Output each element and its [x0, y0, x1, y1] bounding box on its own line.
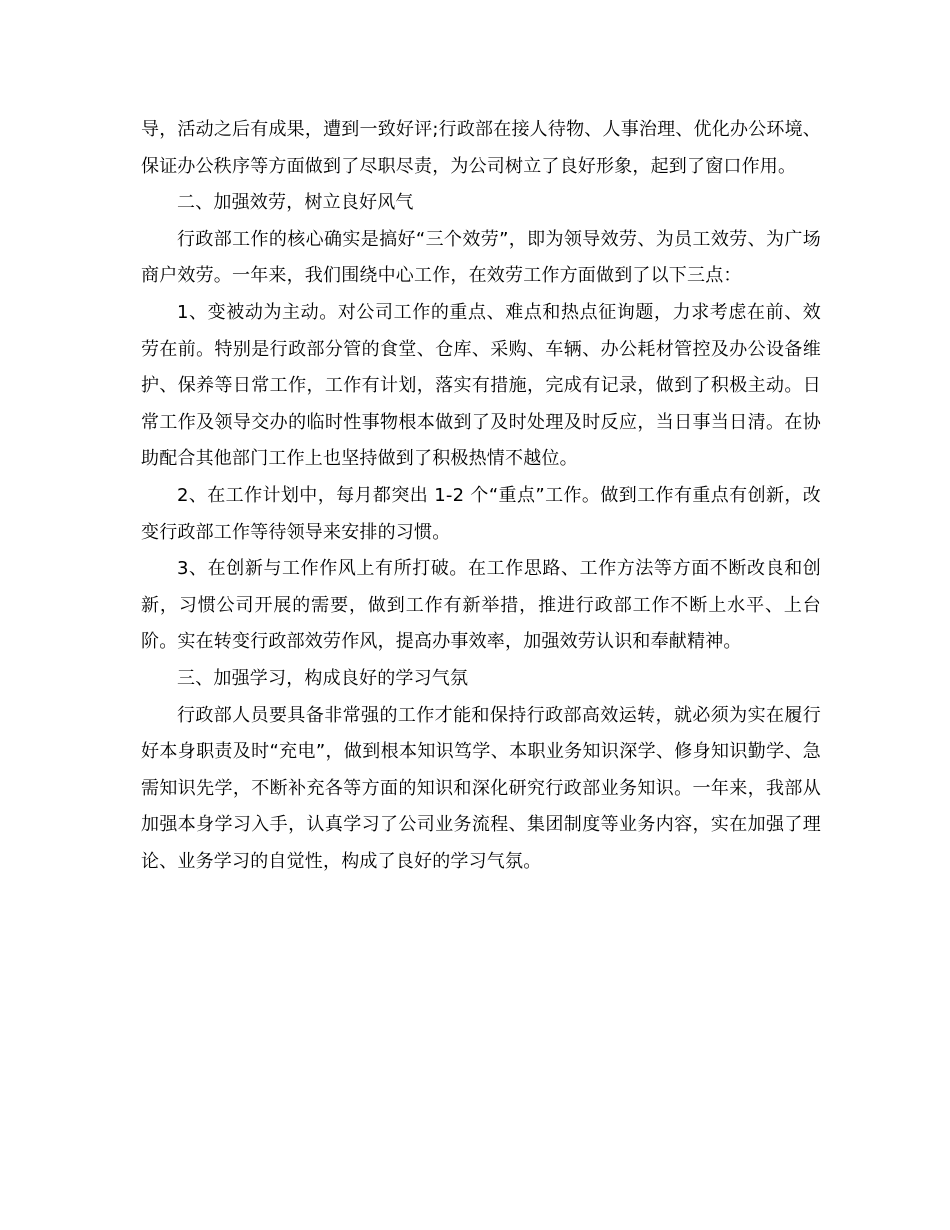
document-body — [141, 112, 821, 880]
paragraph-three-services: 行政部工作的核心确实是搞好“三个效劳”，即为领导效劳、为员工效劳、为广场商户效劳。一年来，我们围绕中心工作，在效劳工作方面做到了以下三点： — [141, 228, 821, 287]
paragraph-point-2: 2、在工作计划中，每月都突出 1-2 个“重点”工作。做到工作有重点有创新，改变行政部工作等待领导来安排的习惯。 — [141, 484, 821, 543]
section-heading-learning: 三、加强学习，构成良好的学习气氛 — [177, 667, 469, 689]
paragraph-point-1: 1、变被动为主动。对公司工作的重点、难点和热点征询题，力求考虑在前、效劳在前。特别是行政部分管的食堂、仓库、采购、车辆、办公耗材管控及办公设备维护、保养等日常工作，工作有计划，落实有措施，完成有记录，做到了积极主动。日常工作及领导交办的临时性事物根本做到了及时处理及时反应，当日事当日清。在协助配合其他部门工作上也坚持做到了积极热情不越位。 — [141, 301, 821, 470]
section-heading-service: 二、加强效劳，树立良好风气 — [177, 192, 414, 214]
paragraph-point-3: 3、在创新与工作作风上有所打破。在工作思路、工作方法等方面不断改良和创新，习惯公司开展的需要，做到工作有新举措，推进行政部工作不断上水平、上台阶。实在转变行政部效劳作风，提高办事效率，加强效劳认识和奉献精神。 — [141, 558, 821, 653]
paragraph-learning: 行政部人员要具备非常强的工作才能和保持行政部高效运转，就必须为实在履行好本身职责及时“充电”，做到根本知识笃学、本职业务知识深学、修身知识勤学、急需知识先学，不断补充各等方面的知识和深化研究行政部业务知识。一年来，我部从加强本身学习入手，认真学习了公司业务流程、集团制度等业务内容，实在加强了理论、业务学习的自觉性，构成了良好的学习气氛。 — [141, 704, 821, 872]
paragraph-window-role: 导，活动之后有成果，遭到一致好评;行政部在接人待物、人事治理、优化办公环境、保证办公秩序等方面做到了尽职尽责，为公司树立了良好形象，起到了窗口作用。 — [141, 119, 821, 177]
